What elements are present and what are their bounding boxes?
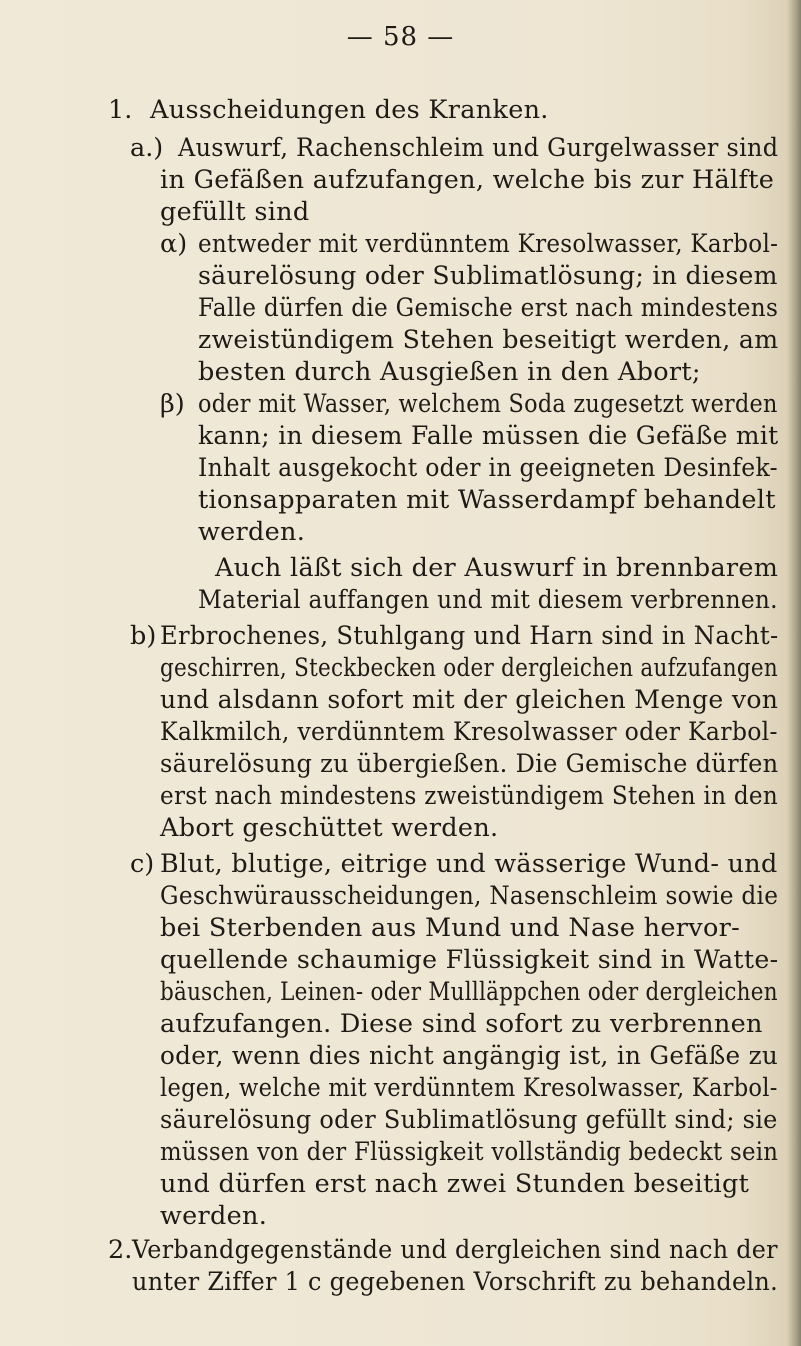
text-line: gefüllt sind	[160, 197, 310, 227]
text-line: in Gefäßen aufzufangen, welche bis zur Hälfte	[160, 165, 775, 195]
text-line: bei Sterbenden aus Mund und Nase hervor-	[160, 913, 740, 943]
text-line: säurelösung oder Sublimatlösung; in diesem	[198, 261, 778, 291]
text-line: Material auffangen und mit diesem verbrennen.	[198, 585, 778, 615]
text-line: geschirren, Steckbecken oder dergleichen aufzufangen	[160, 653, 778, 683]
text-line: Auch läßt sich der Auswurf in brennbarem	[215, 553, 779, 583]
item-marker: a.)	[130, 133, 164, 163]
page-edge-shadow	[787, 0, 801, 1346]
text-line: Erbrochenes, Stuhlgang und Harn sind in Nacht-	[160, 621, 779, 651]
text-line: oder, wenn dies nicht angängig ist, in Gefäße zu	[160, 1041, 779, 1071]
item-marker: 2.	[108, 1235, 133, 1265]
text-line: und dürfen erst nach zwei Stunden beseitigt	[160, 1169, 750, 1199]
text-line: aufzufangen. Diese sind sofort zu verbrennen	[160, 1009, 763, 1039]
text-line: Auswurf, Rachenschleim und Gurgelwasser sind	[178, 133, 779, 163]
text-line: kann; in diesem Falle müssen die Gefäße mit	[198, 421, 779, 451]
text-line: Ausscheidungen des Kranken.	[150, 95, 549, 125]
text-line: Kalkmilch, verdünntem Kresolwasser oder Karbol-	[160, 717, 778, 747]
text-line: unter Ziffer 1 c gegebenen Vorschrift zu behandeln.	[132, 1267, 778, 1297]
text-line: säurelösung oder Sublimatlösung gefüllt sind; sie	[160, 1105, 778, 1135]
text-line: säurelösung zu übergießen. Die Gemische dürfen	[160, 749, 779, 779]
text-line: Blut, blutige, eitrige und wässerige Wund- und	[160, 849, 778, 879]
item-marker: α)	[160, 229, 188, 259]
text-line: erst nach mindestens zweistündigem Stehen in den	[160, 781, 779, 811]
text-line: und alsdann sofort mit der gleichen Menge von	[160, 685, 779, 715]
text-line: bäuschen, Leinen- oder Mullläppchen oder dergleichen	[160, 977, 778, 1007]
item-marker: 1.	[108, 95, 133, 125]
text-line: tionsapparaten mit Wasserdampf behandelt	[198, 485, 776, 515]
item-marker: b)	[130, 621, 157, 651]
text-line: entweder mit verdünntem Kresolwasser, Karbol-	[198, 229, 779, 259]
text-line: zweistündigem Stehen beseitigt werden, am	[198, 325, 779, 355]
text-line: Falle dürfen die Gemische erst nach mindestens	[198, 293, 779, 323]
text-line: quellende schaumige Flüssigkeit sind in Watte-	[160, 945, 779, 975]
text-line: werden.	[160, 1201, 268, 1231]
text-line: legen, welche mit verdünntem Kresolwasser, Karbol-	[160, 1073, 778, 1103]
text-line: besten durch Ausgießen in den Abort;	[198, 357, 701, 387]
page-number: — 58 —	[346, 22, 455, 52]
text-line: oder mit Wasser, welchem Soda zugesetzt werden	[198, 389, 778, 419]
text-line: Inhalt ausgekocht oder in geeigneten Desinfek-	[198, 453, 778, 483]
text-line: Verbandgegenstände und dergleichen sind nach der	[132, 1235, 778, 1265]
text-line: werden.	[198, 517, 306, 547]
item-marker: c)	[130, 849, 155, 879]
text-line: Geschwürausscheidungen, Nasenschleim sowie die	[160, 881, 779, 911]
item-marker: β)	[160, 389, 185, 419]
text-line: müssen von der Flüssigkeit vollständig bedeckt sein	[160, 1137, 779, 1167]
text-line: Abort geschüttet werden.	[160, 813, 499, 843]
